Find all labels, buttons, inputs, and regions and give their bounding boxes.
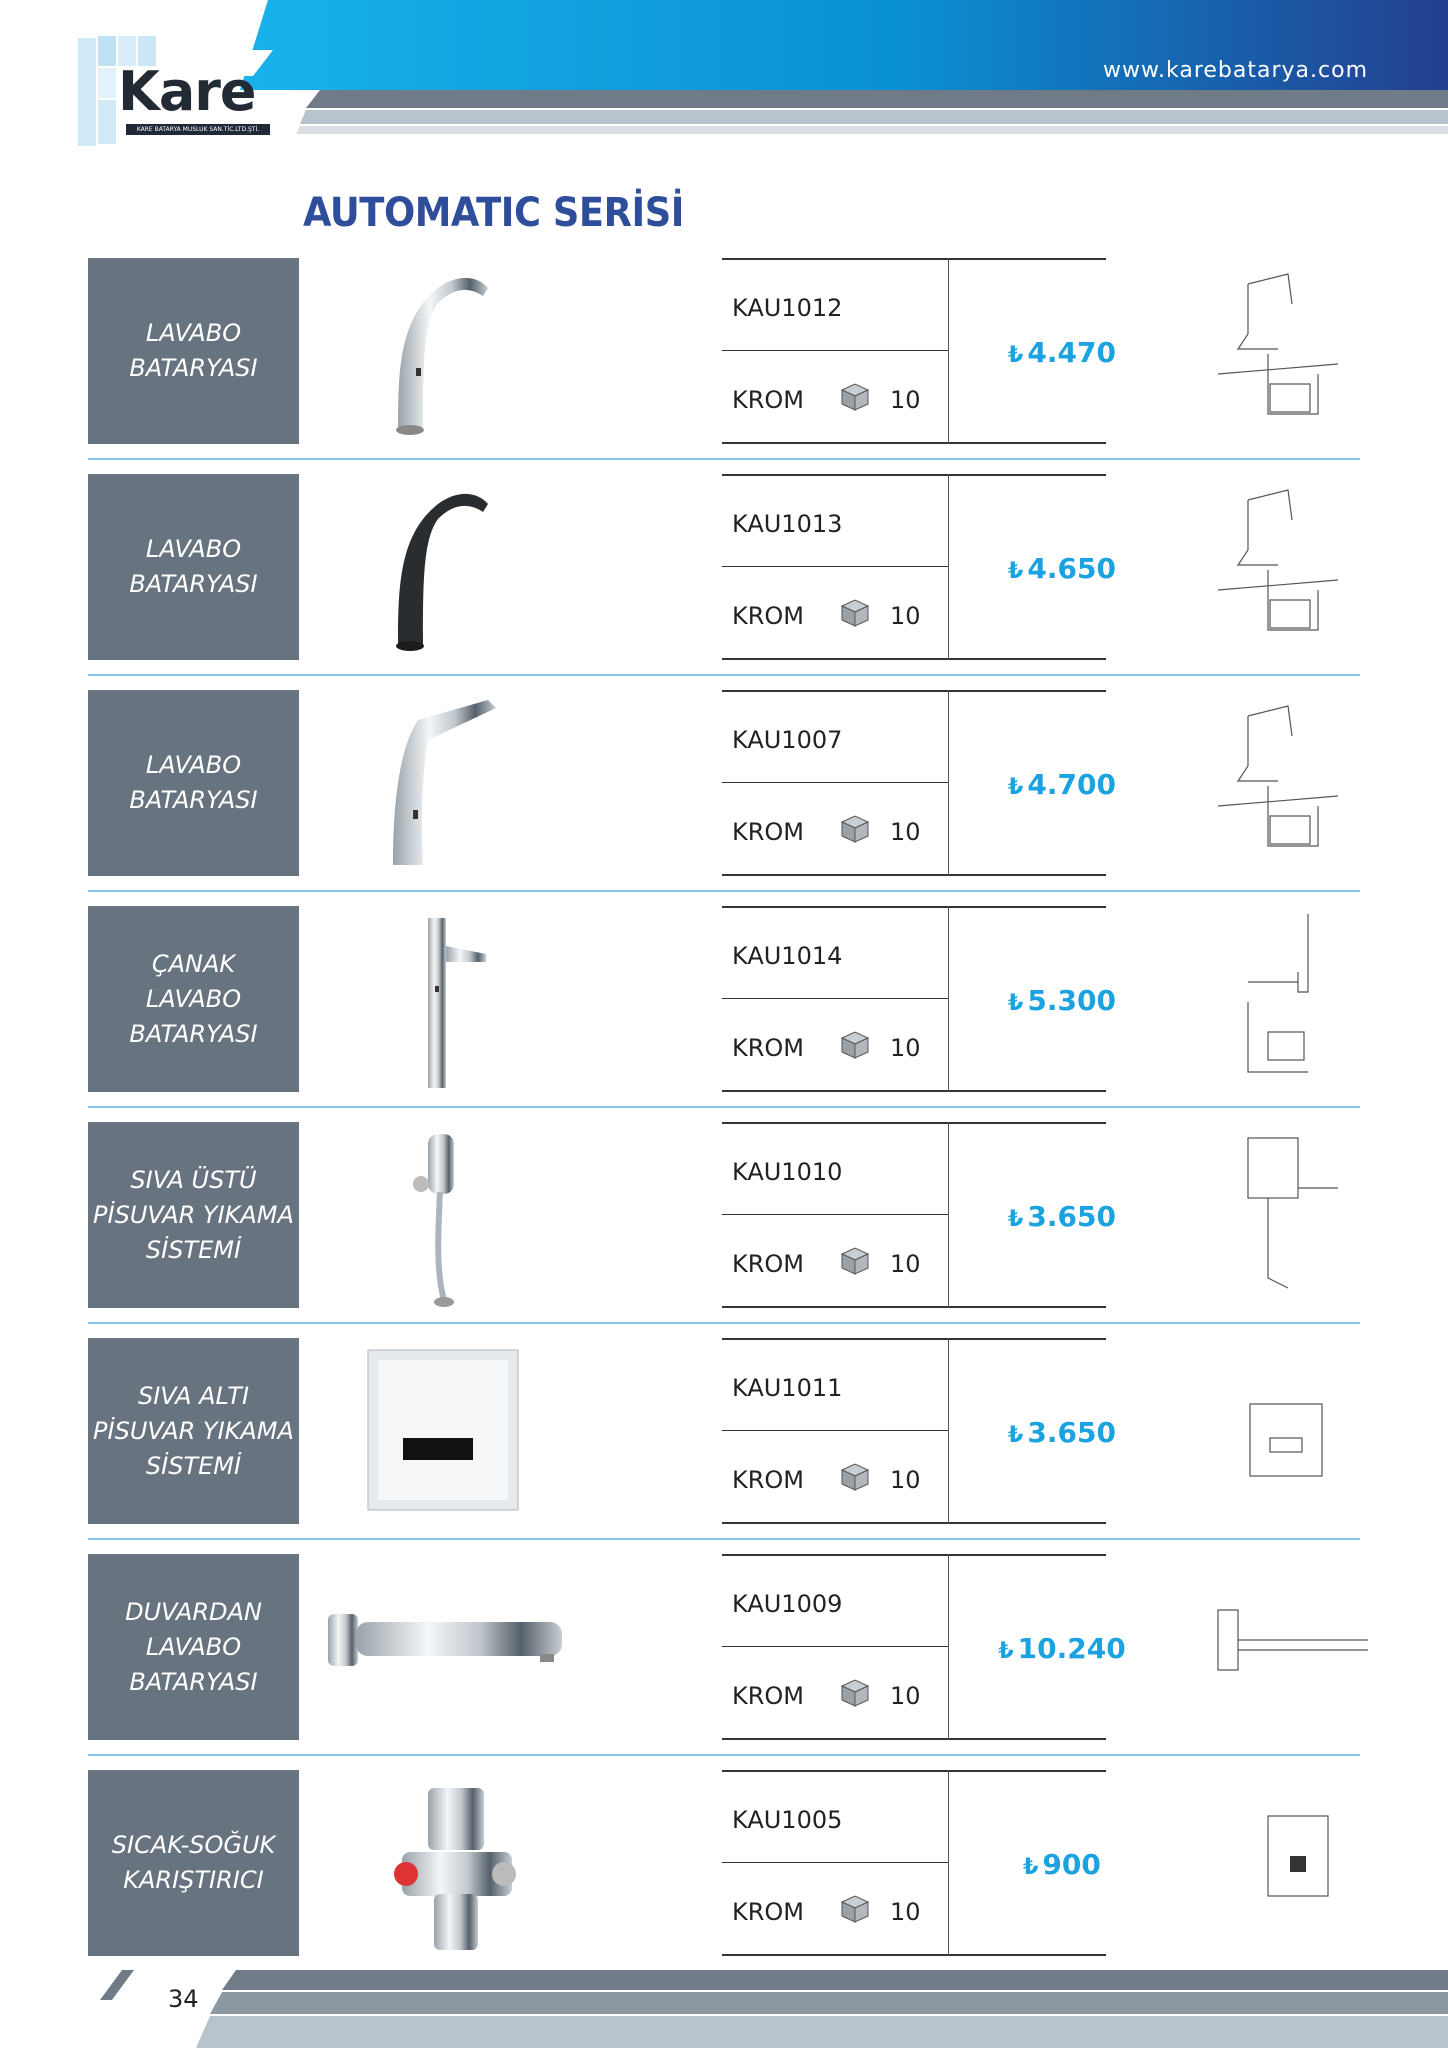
product-photo [328,690,568,876]
price-value: 4.470 [1027,336,1116,369]
category-label: ÇANAK LAVABO BATARYASI [129,949,258,1048]
currency-symbol: ₺ [1008,559,1024,584]
product-finish: KROM [732,1034,805,1062]
product-info-table [722,1338,1176,1524]
box-quantity: 10 [890,1250,921,1278]
technical-drawing [1208,1776,1368,1952]
price-value: 10.240 [1017,1632,1126,1665]
category-label: LAVABO BATARYASI [129,751,258,814]
product-price [948,1200,1176,1233]
box-quantity: 10 [890,386,921,414]
product-code: KAU1009 [732,1590,843,1618]
product-info-table [722,1122,1176,1308]
price-value: 900 [1042,1848,1101,1881]
product-price [948,336,1176,369]
product-info-table [722,258,1176,444]
product-row [88,1122,1360,1338]
currency-symbol: ₺ [1008,991,1024,1016]
product-code: KAU1011 [732,1374,843,1402]
category-label: SICAK-SOĞUK KARIŞTIRICI [111,1831,276,1894]
box-quantity: 10 [890,1682,921,1710]
product-info-table [722,474,1176,660]
box-quantity: 10 [890,602,921,630]
technical-drawing [1208,480,1368,656]
price-value: 3.650 [1027,1416,1116,1449]
category-panel [88,1554,299,1740]
currency-symbol: ₺ [1008,775,1024,800]
box-quantity: 10 [890,1898,921,1926]
box-icon [838,596,872,630]
product-price [948,1416,1176,1449]
product-row [88,1554,1360,1770]
box-icon [838,1676,872,1710]
currency-symbol: ₺ [1023,1855,1039,1880]
category-label: SIVA ALTI PİSUVAR YIKAMA SİSTEMİ [93,1381,294,1480]
category-panel [88,1338,299,1524]
category-panel [88,258,299,444]
row-separator [88,1322,1360,1324]
product-finish: KROM [732,386,805,414]
technical-drawing [1208,264,1368,440]
website-link[interactable]: www.karebatarya.com [1103,58,1368,83]
product-finish: KROM [732,1466,805,1494]
page-title: AUTOMATIC SERİSİ [303,190,684,236]
price-value: 4.700 [1027,768,1116,801]
product-photo [328,474,568,660]
currency-symbol: ₺ [1008,1207,1024,1232]
product-row [88,1338,1360,1554]
product-finish: KROM [732,1250,805,1278]
currency-symbol: ₺ [1008,1423,1024,1448]
technical-drawing [1208,912,1368,1088]
product-row [88,1770,1360,1986]
product-photo [328,1122,568,1308]
category-panel [88,1770,299,1956]
product-code: KAU1013 [732,510,843,538]
product-code: KAU1012 [732,294,843,322]
product-price [948,768,1176,801]
product-photo [328,1338,568,1524]
product-price [948,984,1176,1017]
product-photo [328,1554,568,1740]
product-price [948,552,1176,585]
box-quantity: 10 [890,1466,921,1494]
category-panel [88,474,299,660]
product-code: KAU1014 [732,942,843,970]
price-value: 5.300 [1027,984,1116,1017]
currency-symbol: ₺ [998,1639,1014,1664]
brand-name: Kare [118,60,256,123]
product-code: KAU1007 [732,726,843,754]
product-finish: KROM [732,1898,805,1926]
product-info-table [722,690,1176,876]
footer-banner [0,1960,1448,2048]
technical-drawing [1208,1560,1368,1736]
category-panel [88,1122,299,1308]
box-icon [838,1892,872,1926]
product-photo [328,258,568,444]
product-price [948,1848,1176,1881]
box-quantity: 10 [890,818,921,846]
box-icon [838,1460,872,1494]
box-icon [838,812,872,846]
brand-subtitle: KARE BATARYA MUSLUK SAN.TİC.LTD.ŞTİ. [126,124,270,135]
product-info-table [722,1554,1176,1740]
product-photo [328,906,568,1092]
product-finish: KROM [732,602,805,630]
price-value: 4.650 [1027,552,1116,585]
category-label: LAVABO BATARYASI [129,535,258,598]
box-icon [838,1244,872,1278]
product-row [88,258,1360,474]
box-quantity: 10 [890,1034,921,1062]
product-info-table [722,906,1176,1092]
category-label: LAVABO BATARYASI [129,319,258,382]
product-code: KAU1010 [732,1158,843,1186]
page-number: 34 [168,1985,199,2013]
product-photo [328,1770,568,1956]
currency-symbol: ₺ [1008,343,1024,368]
product-row [88,690,1360,906]
technical-drawing [1208,696,1368,872]
product-price [948,1632,1176,1665]
row-separator [88,1754,1360,1756]
row-separator [88,890,1360,892]
row-separator [88,1106,1360,1108]
row-separator [88,1538,1360,1540]
product-info-table [722,1770,1176,1956]
category-label: DUVARDAN LAVABO BATARYASI [125,1597,262,1696]
product-finish: KROM [732,818,805,846]
product-finish: KROM [732,1682,805,1710]
row-separator [88,458,1360,460]
category-label: SIVA ÜSTÜ PİSUVAR YIKAMA SİSTEMİ [93,1165,294,1264]
product-code: KAU1005 [732,1806,843,1834]
box-icon [838,1028,872,1062]
category-panel [88,690,299,876]
technical-drawing [1208,1128,1368,1304]
product-row [88,906,1360,1122]
row-separator [88,674,1360,676]
box-icon [838,380,872,414]
product-row [88,474,1360,690]
technical-drawing [1208,1344,1368,1520]
price-value: 3.650 [1027,1200,1116,1233]
category-panel [88,906,299,1092]
